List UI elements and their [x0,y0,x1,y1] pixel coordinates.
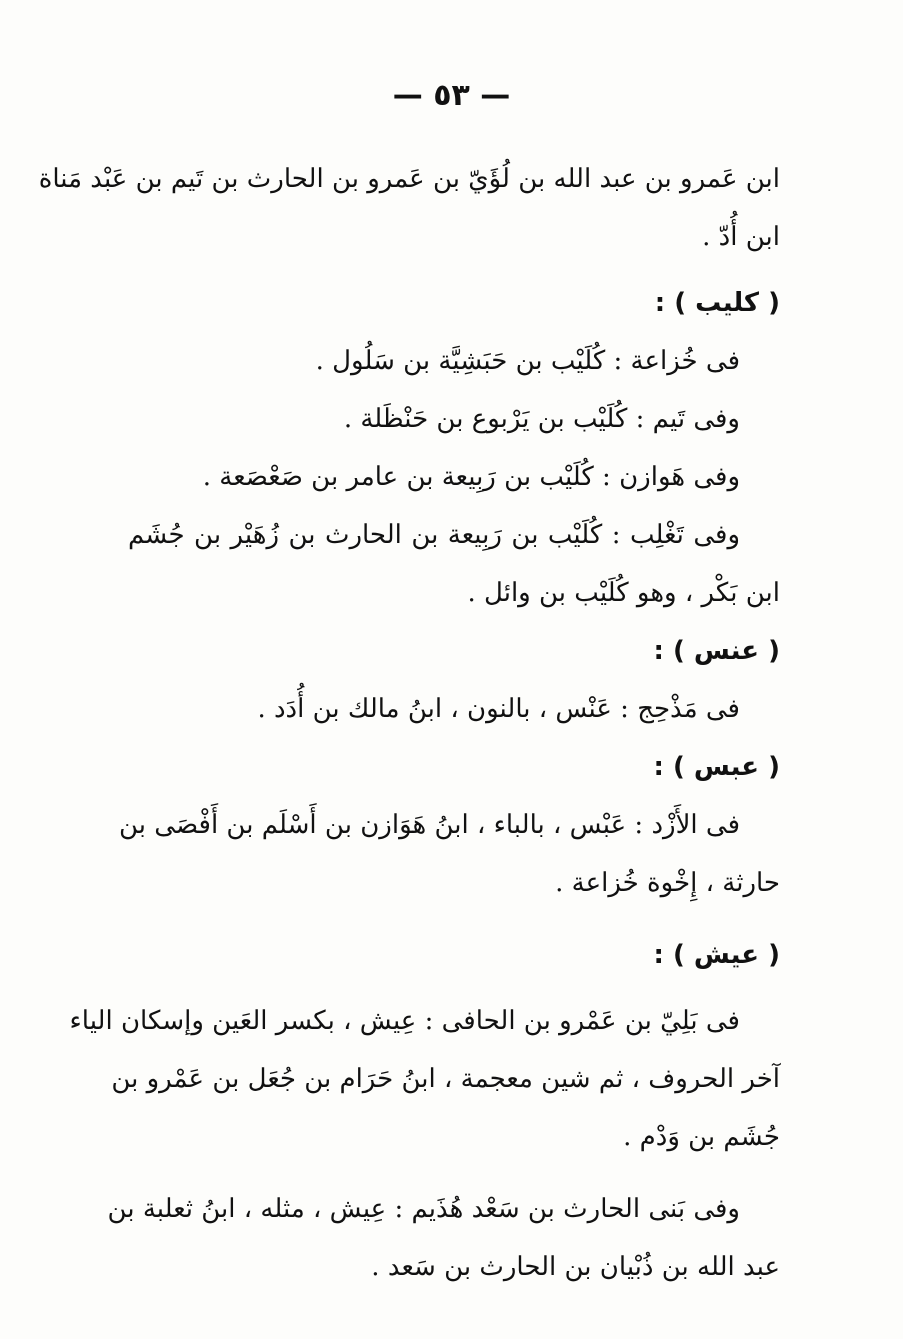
section-heading-ans: ( عنس ) : [653,636,780,666]
section-heading-aysh: ( عيش ) : [653,940,780,970]
text-line: وفى بَنى الحارث بن سَعْد هُذَيم : عِيش ، مثله ، ابنُ ثعلبة بن [107,1194,740,1224]
text-line: آخر الحروف ، ثم شين معجمة ، ابنُ حَرَام بن جُعَل بن عَمْرو بن [111,1064,780,1094]
text-line: وفى تَيم : كُلَيْب بن يَرْبوع بن حَنْظَلة . [343,404,740,434]
text-line: ابن أُدّ . [702,222,780,252]
text-line: فى الأَزْد : عَبْس ، بالباء ، ابنُ هَوَازن بن أَسْلَم بن أَفْصَى بن [119,810,740,840]
page-body [38,150,780,1296]
text-line: حارثة ، إِخْوة خُزاعة . [555,868,780,898]
text-line: فى بَلِيّ بن عَمْرو بن الحافى : عِيش ، بكسر العَين وإسكان الياء [69,1006,740,1036]
text-line: وفى تَغْلِب : كُلَيْب بن رَبِيعة بن الحارث بن زُهَيْر بن جُشَم [128,520,740,550]
text-line: فى مَذْحِج : عَنْس ، بالنون ، ابنُ مالك بن أُدَد . [257,694,740,724]
text-line: جُشَم بن وَدْم . [623,1122,780,1152]
text-line: فى خُزاعة : كُلَيْب بن حَبَشِيَّة بن سَلُول . [315,346,740,376]
text-line: ابن عَمرو بن عبد الله بن لُؤَيّ بن عَمرو بن الحارث بن تَيم بن عَبْد مَناة [38,164,780,194]
section-heading-kulayb: ( كليب ) : [654,288,780,318]
text-line: عبد الله بن ذُبْيان بن الحارث بن سَعد . [371,1252,780,1282]
section-heading-abs: ( عبس ) : [653,752,780,782]
text-line: ابن بَكْر ، وهو كُلَيْب بن وائل . [467,578,780,608]
page-number: — ٥٣ — [392,78,511,113]
text-line: وفى هَوازن : كُلَيْب بن رَبِيعة بن عامر بن صَعْصَعة . [202,462,740,492]
